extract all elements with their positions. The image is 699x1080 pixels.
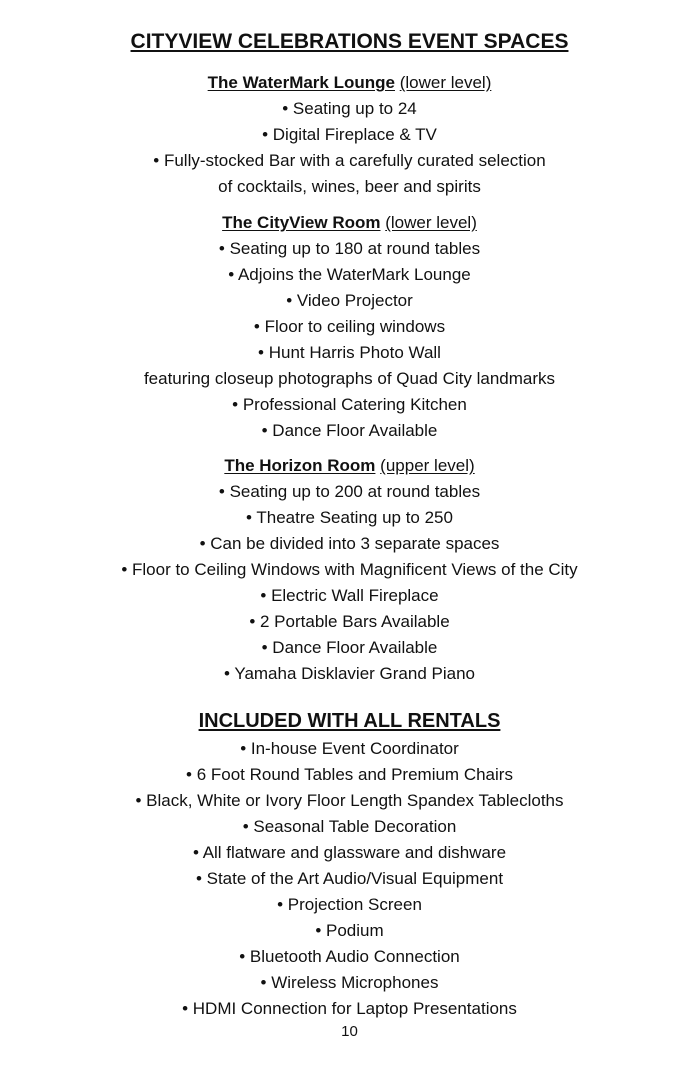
feature-line: • Professional Catering Kitchen bbox=[232, 395, 467, 414]
feature-line: • Hunt Harris Photo Wall bbox=[258, 343, 441, 362]
included-item: • Wireless Microphones bbox=[260, 973, 439, 992]
feature-line: • Dance Floor Available bbox=[261, 638, 438, 657]
space-level: (lower level) bbox=[399, 73, 492, 92]
space-name: The Horizon Room bbox=[224, 456, 376, 475]
included-item: • In-house Event Coordinator bbox=[240, 739, 459, 758]
space-name: The WaterMark Lounge bbox=[207, 73, 395, 92]
horizon-room-section bbox=[0, 453, 699, 687]
included-item: • 6 Foot Round Tables and Premium Chairs bbox=[186, 765, 513, 784]
feature-line: • Seating up to 24 bbox=[282, 99, 417, 118]
feature-line: • Adjoins the WaterMark Lounge bbox=[228, 265, 471, 284]
included-item: • HDMI Connection for Laptop Presentations bbox=[182, 999, 517, 1018]
feature-line: • Seating up to 180 at round tables bbox=[218, 239, 481, 258]
feature-line: • Floor to Ceiling Windows with Magnificent Views of the City bbox=[121, 560, 578, 579]
space-name: The CityView Room bbox=[222, 213, 381, 232]
included-item: • Black, White or Ivory Floor Length Spandex Tablecloths bbox=[135, 791, 564, 810]
feature-line: • Dance Floor Available bbox=[261, 421, 438, 440]
watermark-lounge-heading bbox=[0, 70, 699, 96]
included-title: INCLUDED WITH ALL RENTALS bbox=[198, 710, 501, 732]
feature-line: • Theatre Seating up to 250 bbox=[246, 508, 453, 527]
feature-line: • Seating up to 200 at round tables bbox=[218, 482, 481, 501]
feature-line: • 2 Portable Bars Available bbox=[249, 612, 450, 631]
feature-line: featuring closeup photographs of Quad City landmarks bbox=[143, 369, 556, 388]
space-level: (upper level) bbox=[380, 456, 475, 475]
space-level: (lower level) bbox=[385, 213, 477, 232]
included-item: • All flatware and glassware and dishware bbox=[192, 843, 507, 862]
feature-line: • Can be divided into 3 separate spaces bbox=[199, 534, 500, 553]
included-item: • Seasonal Table Decoration bbox=[242, 817, 457, 836]
feature-line: • Electric Wall Fireplace bbox=[260, 586, 439, 605]
cityview-room-heading bbox=[0, 210, 699, 236]
feature-line: • Fully-stocked Bar with a carefully curated selection bbox=[153, 151, 546, 170]
cityview-room-section bbox=[0, 210, 699, 444]
feature-line: • Video Projector bbox=[286, 291, 413, 310]
included-item: • State of the Art Audio/Visual Equipment bbox=[195, 869, 504, 888]
included-item: • Bluetooth Audio Connection bbox=[239, 947, 460, 966]
page-number: 10 bbox=[341, 1023, 358, 1040]
included-item: • Podium bbox=[315, 921, 384, 940]
page-title: CITYVIEW CELEBRATIONS EVENT SPACES bbox=[130, 30, 569, 53]
feature-line: • Floor to ceiling windows bbox=[253, 317, 446, 336]
feature-line: of cocktails, wines, beer and spirits bbox=[218, 177, 481, 196]
feature-line: • Yamaha Disklavier Grand Piano bbox=[224, 664, 475, 683]
watermark-lounge-section bbox=[0, 70, 699, 200]
feature-line: • Digital Fireplace & TV bbox=[262, 125, 437, 144]
included-item: • Projection Screen bbox=[277, 895, 422, 914]
horizon-room-heading bbox=[0, 453, 699, 479]
included-section bbox=[0, 706, 699, 1022]
